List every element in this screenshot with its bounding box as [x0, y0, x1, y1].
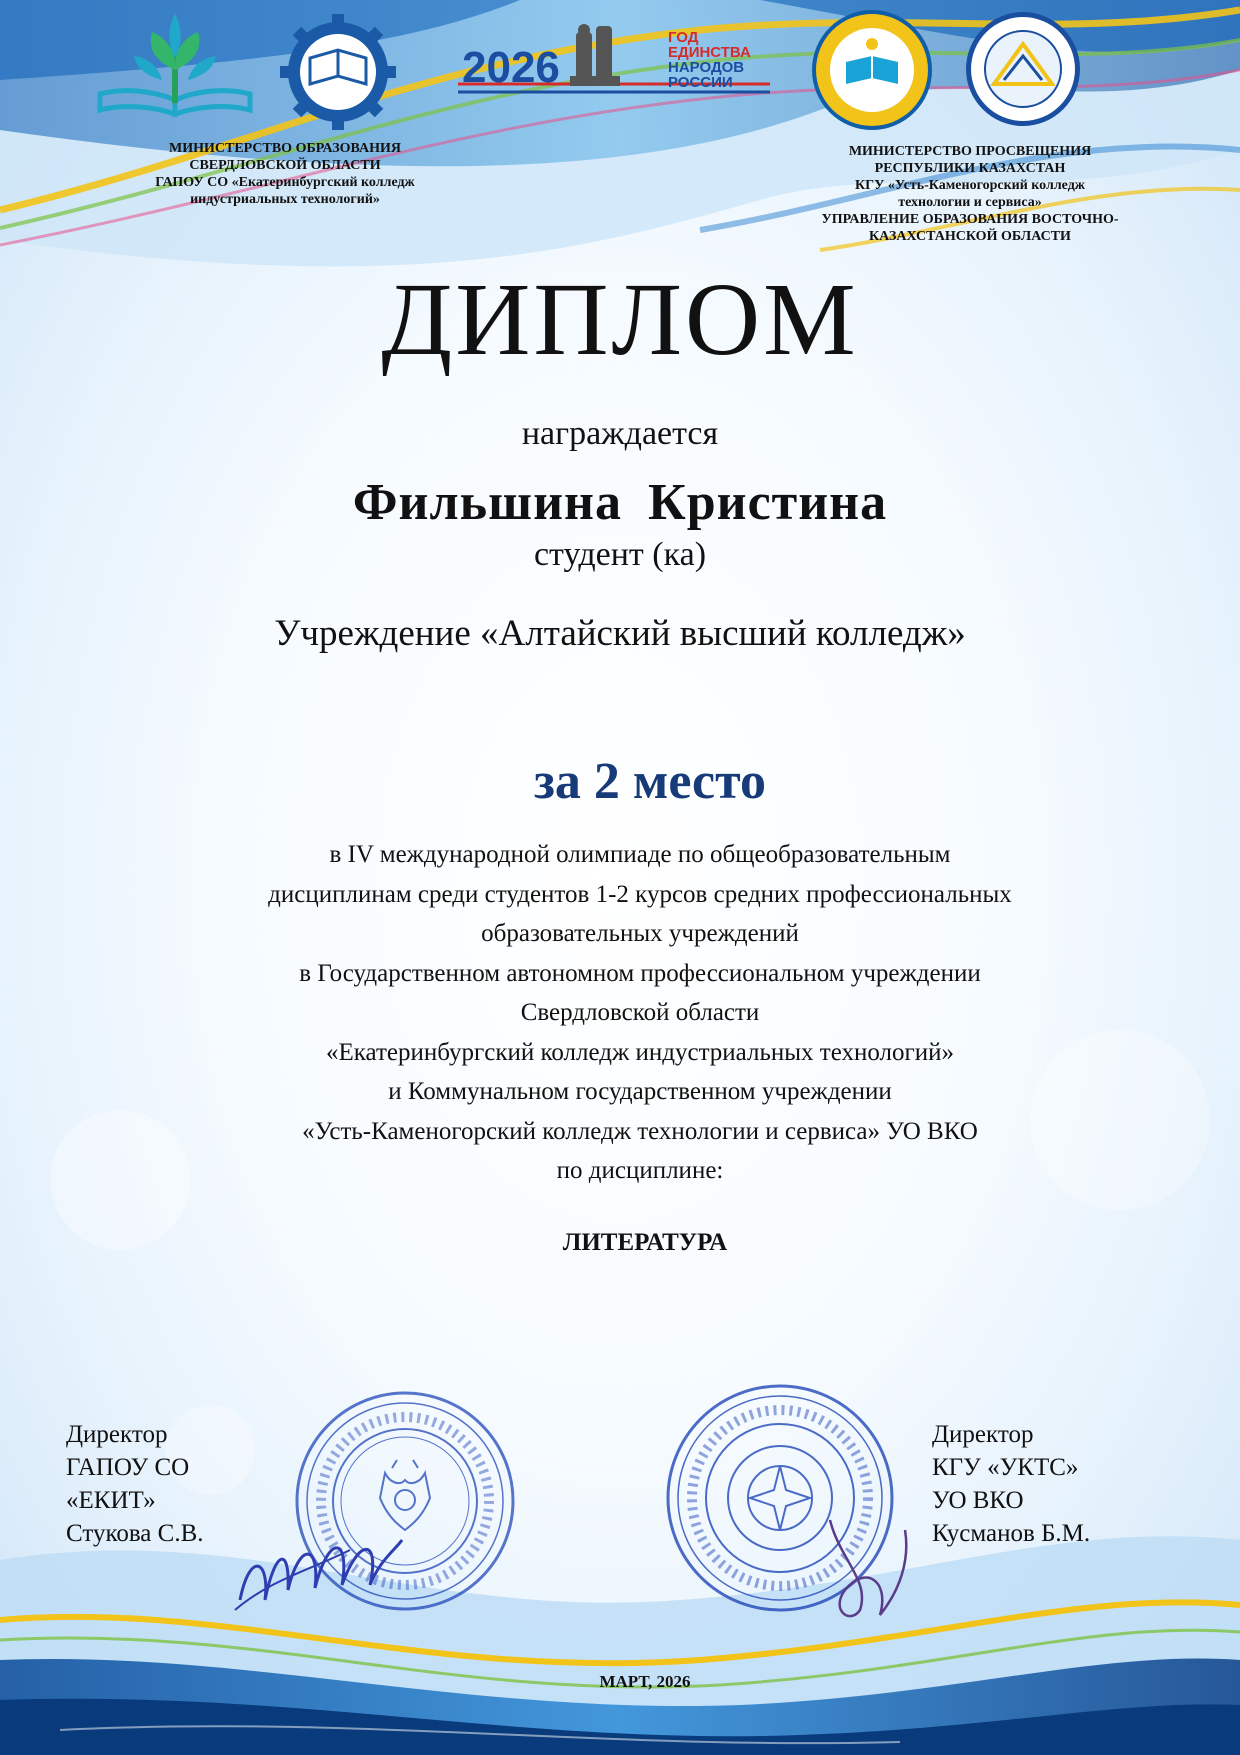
right-ministry-line: МИНИСТЕРСТВО ПРОСВЕЩЕНИЯ	[848, 144, 1092, 159]
recipient-name: Фильшина Кристина	[352, 474, 888, 531]
description-line: «Усть-Каменогорский колледж технологии и сервиса» УО ВКО	[302, 1117, 978, 1145]
description-line: Свердловской области	[520, 999, 760, 1026]
description-line: в IV международной олимпиаде по общеобразовательным	[329, 841, 951, 868]
description-line: в Государственном автономном профессиональном учреждении	[299, 959, 981, 987]
right-ministry-line: РЕСПУБЛИКИ КАЗАХСТАН	[874, 161, 1066, 176]
svg-text:2026: 2026	[462, 43, 560, 92]
right-signature	[810, 1500, 920, 1630]
right-ministry-header	[780, 143, 1160, 245]
year-of-unity-logo	[458, 22, 770, 108]
right-signatory-line: КГУ «УКТС»	[932, 1454, 1079, 1481]
description-line: по дисциплине:	[556, 1157, 724, 1184]
left-signatory-line: «ЕКИТ»	[66, 1487, 156, 1514]
svg-text:ЕДИНСТВА: ЕДИНСТВА	[668, 44, 751, 61]
left-signatory-line: Стукова С.В.	[66, 1520, 204, 1547]
description-line: и Коммунальном государственном учреждении	[388, 1078, 892, 1105]
diploma-title: ДИПЛОМ	[381, 262, 859, 377]
left-signature	[230, 1490, 410, 1620]
issue-date: МАРТ, 2026	[599, 1672, 691, 1691]
right-ministry-line: КГУ «Усть-Каменогорский колледж	[855, 178, 1085, 193]
recipient-institution: Учреждение «Алтайский высший колледж»	[274, 613, 966, 654]
left-ministry-line: ГАПОУ СО «Екатеринбургский колледж	[155, 175, 415, 190]
right-signatory-line: УО ВКО	[932, 1487, 1024, 1514]
left-ministry-header	[110, 140, 460, 208]
svg-text:ГОД: ГОД	[668, 29, 699, 46]
description-line: дисциплинам среди студентов 1-2 курсов средних профессиональных	[268, 880, 1012, 908]
awarded-label: награждается	[521, 415, 719, 452]
description-line: «Екатеринбургский колледж индустриальных технологий»	[325, 1038, 955, 1066]
description-line: образовательных учреждений	[481, 920, 799, 947]
education-tree-logo	[92, 10, 258, 118]
right-signatory-line: Директор	[932, 1421, 1034, 1448]
right-signatory	[932, 1418, 1090, 1550]
discipline-name: ЛИТЕРАТУРА	[562, 1229, 728, 1256]
left-ministry-line: МИНИСТЕРСТВО ОБРАЗОВАНИЯ	[169, 141, 401, 156]
kazakhstan-ministry-emblem-icon	[810, 8, 934, 132]
right-ministry-line: КАЗАХСТАНСКОЙ ОБЛАСТИ	[869, 229, 1071, 244]
award-description	[0, 835, 1240, 1191]
recipient-role: студент (ка)	[533, 536, 707, 573]
left-signatory	[66, 1418, 204, 1550]
svg-text:РОССИИ: РОССИИ	[668, 74, 733, 91]
svg-text:НАРОДОВ: НАРОДОВ	[668, 59, 745, 76]
gear-book-emblem-icon	[280, 14, 396, 130]
college-emblem-icon	[964, 10, 1082, 128]
right-signatory-line: Кусманов Б.М.	[932, 1520, 1091, 1547]
left-ministry-line: индустриальных технологий»	[190, 192, 380, 207]
left-signatory-line: Директор	[66, 1421, 168, 1448]
left-ministry-line: СВЕРДЛОВСКОЙ ОБЛАСТИ	[189, 158, 381, 173]
award-place: за 2 место	[534, 753, 766, 810]
left-signatory-line: ГАПОУ СО	[66, 1454, 190, 1481]
right-ministry-line: технологии и сервиса»	[898, 195, 1042, 210]
right-ministry-line: УПРАВЛЕНИЕ ОБРАЗОВАНИЯ ВОСТОЧНО-	[821, 212, 1119, 227]
